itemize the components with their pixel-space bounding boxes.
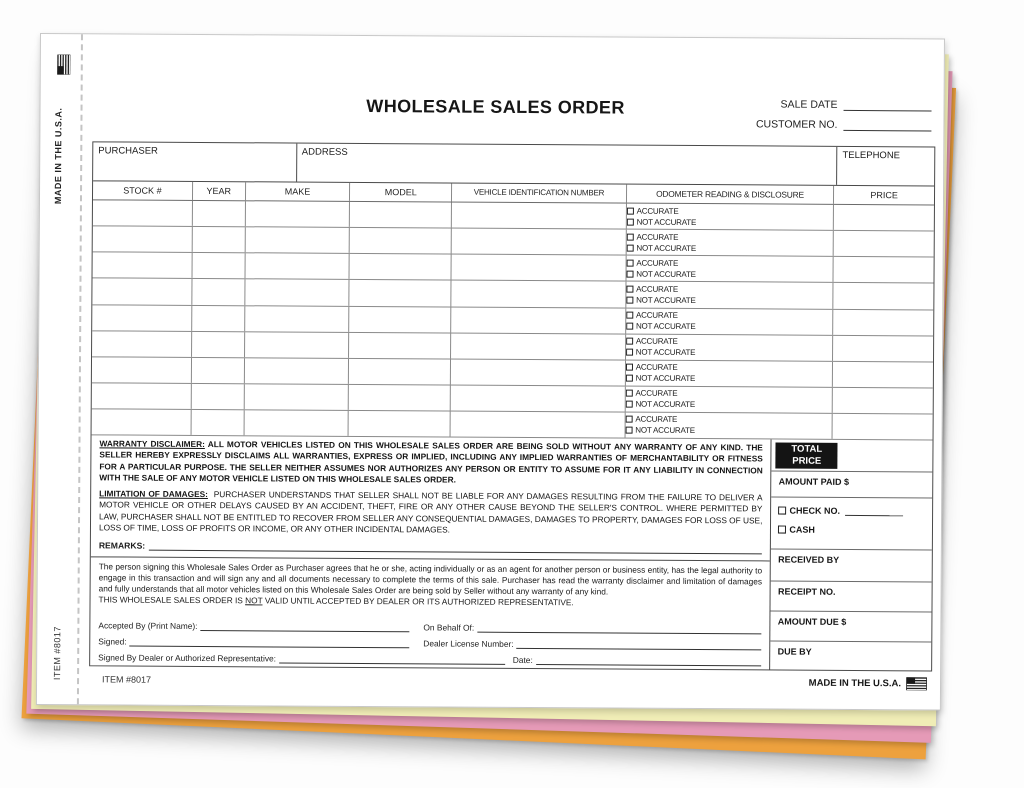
column-header: MAKE (246, 182, 351, 201)
year-cell[interactable] (192, 253, 245, 278)
stock-cell[interactable] (92, 305, 192, 331)
item-number-vertical-text: ITEM #8017 (52, 626, 63, 681)
due-by-cell[interactable] (771, 641, 932, 670)
stock-cell[interactable] (93, 253, 193, 279)
warranty-disclaimer-heading: WARRANTY DISCLAIMER: (99, 438, 205, 450)
odometer-cell (626, 308, 834, 334)
not-accurate-checkbox[interactable] (626, 270, 633, 277)
perforation-line (77, 34, 83, 704)
check-no-label: CHECK NO. (789, 505, 841, 516)
vin-cell[interactable] (451, 281, 626, 307)
odometer-option-label: ACCURATE (635, 389, 678, 399)
odometer-option-label: NOT ACCURATE (636, 295, 696, 305)
odometer-cell (626, 282, 834, 308)
address-label: ADDRESS (301, 146, 348, 158)
stock-cell[interactable] (93, 227, 193, 253)
make-cell[interactable] (245, 254, 350, 280)
footer-made-in-usa-label: MADE IN THE U.S.A. (808, 677, 902, 690)
make-cell[interactable] (245, 228, 350, 254)
price-cell[interactable] (834, 231, 934, 257)
total-price-label: TOTAL PRICE (776, 443, 838, 469)
model-cell[interactable] (349, 359, 451, 385)
vin-cell[interactable] (451, 385, 626, 411)
make-cell[interactable] (244, 410, 349, 436)
check-checkbox[interactable] (778, 507, 786, 515)
column-header: MODEL (350, 183, 452, 202)
make-cell[interactable] (245, 201, 350, 227)
year-cell[interactable] (191, 410, 244, 435)
price-cell[interactable] (833, 414, 933, 440)
address-field[interactable] (297, 144, 838, 185)
limitation-of-damages-paragraph: LIMITATION OF DAMAGES: PURCHASER UNDERSTANDS THAT SELLER SHALL NOT BE LIABLE FOR ANY DAMAGES RESULTING FROM THE FAILURE TO DELIVER A MOTOR VEHICLE OR OTHER DELAYS CAUSED BY AN ACCIDENT, THEFT, FIRE OR ANY OTHER CAUSE BEYOND THE SELLER'S CONTROL. WHERE PERMITTED BY LAW, PURCHASER SHALL NOT BE ENTITLED TO RECOVER FROM SELLER ANY CONSEQUENTIAL DAMAGES, DAMAGES TO PROPERTY, DAMAGES FOR LOSS OF USE, LOSS OF TIME, LOSS OF PROFITS OR INCOME, OR ANY OTHER INCIDENTAL DAMAGES. (98, 488, 763, 535)
cash-checkbox[interactable] (778, 526, 786, 534)
odometer-option-label: NOT ACCURATE (635, 347, 696, 358)
amount-due-label: AMOUNT DUE $ (777, 616, 847, 627)
accepted-by-label: Accepted By (Print Name): (98, 620, 198, 631)
odometer-option-label: NOT ACCURATE (635, 373, 696, 384)
not-accurate-checkbox[interactable] (626, 323, 633, 330)
accurate-checkbox[interactable] (625, 416, 632, 423)
model-cell[interactable] (349, 333, 451, 359)
year-cell[interactable] (192, 358, 245, 383)
year-cell[interactable] (193, 201, 246, 226)
agreement-paragraph: The person signing this Wholesale Sales Order as Purchaser agrees that he or she, acting individually or as an agent for another person or business entity, has the legal authority to engage in this transaction and will sign any and all documents necessary to complete the terms of this sale. Purchaser has read the warranty disclaimer and limitation of damages and fully understands that all motor vehicles listed on this Wholesale Sales Order are being sold by Seller without any warranty of any kind. (98, 561, 763, 597)
model-cell[interactable] (349, 411, 451, 437)
price-cell[interactable] (833, 388, 933, 414)
accurate-checkbox[interactable] (626, 338, 633, 345)
telephone-label: TELEPHONE (842, 149, 901, 162)
model-cell[interactable] (349, 385, 451, 411)
on-behalf-of-blank[interactable] (477, 624, 762, 635)
agreement-section (90, 556, 770, 669)
odometer-option-label: NOT ACCURATE (636, 217, 697, 227)
signed-by-dealer-blank[interactable] (279, 654, 505, 664)
column-header: ODOMETER READING & DISCLOSURE (627, 184, 835, 204)
usa-flag-icon (57, 55, 70, 75)
column-header: STOCK # (93, 181, 193, 200)
remarks-label: REMARKS: (98, 540, 146, 552)
purchaser-row (93, 142, 934, 186)
accurate-checkbox[interactable] (626, 259, 633, 266)
receipt-no-label: RECEIPT NO. (777, 586, 836, 597)
odometer-cell (625, 412, 833, 438)
not-accurate-checkbox[interactable] (626, 297, 633, 304)
odometer-option-label: ACCURATE (636, 284, 679, 294)
odometer-option-label: NOT ACCURATE (636, 269, 696, 279)
total-price-cell[interactable] (772, 439, 933, 472)
price-cell[interactable] (834, 283, 934, 309)
date-label: Date: (512, 654, 533, 666)
price-cell[interactable] (833, 309, 933, 335)
year-cell[interactable] (192, 332, 245, 357)
stock-cell[interactable] (92, 331, 192, 357)
odometer-option-label: ACCURATE (635, 415, 678, 425)
not-accurate-checkbox[interactable] (626, 349, 633, 356)
not-valid-line: THIS WHOLESALE SALES ORDER IS NOT VALID UNTIL ACCEPTED BY DEALER OR ITS AUTHORIZED REPRESENTATIVE. (98, 594, 574, 608)
vin-cell[interactable] (452, 255, 627, 281)
odometer-option-label: ACCURATE (636, 206, 679, 216)
odometer-option-label: NOT ACCURATE (635, 321, 696, 332)
dealer-license-label: Dealer License Number: (423, 638, 514, 649)
odometer-option-label: ACCURATE (636, 232, 679, 242)
signed-blank[interactable] (130, 638, 410, 649)
payment-column (770, 439, 933, 670)
accurate-checkbox[interactable] (626, 364, 633, 371)
remarks-blank[interactable] (149, 541, 762, 555)
table-body (92, 200, 934, 440)
stock-cell[interactable] (92, 409, 192, 435)
odometer-cell (626, 256, 834, 282)
not-accurate-checkbox[interactable] (625, 427, 632, 434)
year-cell[interactable] (191, 384, 244, 409)
telephone-field[interactable] (837, 147, 934, 185)
not-accurate-checkbox[interactable] (626, 375, 633, 382)
due-by-label: DUE BY (777, 646, 812, 657)
received-by-cell[interactable] (771, 549, 932, 582)
odometer-cell (625, 386, 833, 412)
model-cell[interactable] (350, 228, 452, 254)
not-accurate-checkbox[interactable] (625, 401, 632, 408)
stock-cell[interactable] (92, 279, 192, 305)
accurate-checkbox[interactable] (626, 286, 633, 293)
odometer-option-label: ACCURATE (635, 310, 678, 320)
check-no-blank[interactable] (845, 506, 903, 515)
signed-by-dealer-label: Signed By Dealer or Authorized Representative: (98, 652, 277, 664)
odometer-option-label: NOT ACCURATE (635, 400, 696, 410)
vin-cell[interactable] (451, 307, 626, 333)
model-cell[interactable] (350, 254, 452, 280)
column-header: VEHICLE IDENTIFICATION NUMBER (452, 183, 627, 202)
vin-cell[interactable] (452, 203, 627, 229)
stock-cell[interactable] (92, 383, 192, 409)
accurate-checkbox[interactable] (626, 233, 633, 240)
odometer-option-label: NOT ACCURATE (635, 426, 695, 436)
odometer-cell (626, 334, 834, 360)
form-grid (89, 141, 935, 671)
amount-paid-cell[interactable] (772, 471, 933, 498)
vin-cell[interactable] (451, 359, 626, 385)
vin-cell[interactable] (452, 229, 627, 255)
customer-no-blank[interactable] (843, 119, 931, 132)
not-accurate-checkbox[interactable] (627, 218, 634, 225)
accurate-checkbox[interactable] (627, 207, 634, 214)
column-header: YEAR (193, 182, 246, 201)
year-cell[interactable] (192, 227, 245, 252)
column-header: PRICE (870, 190, 898, 201)
price-cell[interactable] (834, 205, 934, 231)
footer-item-number: ITEM #8017 (102, 674, 152, 685)
made-in-usa-vertical-text: MADE IN THE U.S.A. (52, 107, 64, 205)
received-by-label: RECEIVED BY (778, 554, 840, 565)
year-cell[interactable] (192, 279, 245, 304)
odometer-option-label: NOT ACCURATE (636, 243, 697, 253)
receipt-no-cell[interactable] (771, 581, 932, 612)
sale-date-label: SALE DATE (780, 98, 838, 111)
accepted-by-blank[interactable] (200, 622, 409, 632)
accurate-checkbox[interactable] (626, 312, 633, 319)
dealer-license-blank[interactable] (517, 640, 762, 650)
odometer-cell (627, 204, 835, 230)
model-cell[interactable] (350, 202, 452, 228)
signed-label: Signed: (98, 636, 127, 647)
amount-paid-label: AMOUNT PAID $ (778, 476, 850, 487)
price-cell[interactable] (833, 335, 933, 361)
odometer-cell (626, 230, 834, 256)
sale-date-blank[interactable] (844, 99, 932, 112)
cash-label: CASH (789, 524, 815, 535)
stock-cell[interactable] (92, 357, 192, 383)
odometer-option-label: ACCURATE (635, 336, 678, 347)
make-cell[interactable] (245, 332, 350, 358)
wholesale-sales-order-form (36, 33, 945, 711)
form-title: WHOLESALE SALES ORDER (366, 95, 625, 118)
model-cell[interactable] (350, 306, 452, 332)
warranty-disclaimer-paragraph: WARRANTY DISCLAIMER: ALL MOTOR VEHICLES LISTED ON THIS WHOLESALE SALES ORDER ARE BEING SOLD WITHOUT ANY WARRANTY OF ANY KIND. THE SELLER HEREBY EXPRESSLY DISCLAIMS ALL WARRANTIES, EXPRESS OR IMPLIED, INCLUDING ANY IMPLIED WARRANTIES OF MERCHANTABILITY OR FITNESS FOR A PARTICULAR PURPOSE. THE SELLER NEITHER ASSUMES NOR AUTHORIZES ANY PERSON OR ENTITY TO ASSUME FOR IT ANY LIABILITY IN CONNECTION WITH THE SALE OF ANY MOTOR VEHICLE LISTED ON THIS WHOLESALE SALES ORDER. (99, 438, 763, 485)
vin-cell[interactable] (451, 411, 626, 437)
make-cell[interactable] (244, 384, 349, 410)
odometer-option-label: ACCURATE (635, 362, 678, 373)
price-cell[interactable] (834, 257, 934, 283)
model-cell[interactable] (350, 280, 452, 306)
odometer-option-label: ACCURATE (636, 258, 679, 268)
purchaser-field[interactable] (93, 142, 297, 181)
accurate-checkbox[interactable] (626, 390, 633, 397)
odometer-cell (626, 360, 834, 386)
year-cell[interactable] (192, 305, 245, 330)
limitation-heading: LIMITATION OF DAMAGES: (99, 488, 208, 500)
make-cell[interactable] (245, 358, 350, 384)
customer-no-label: CUSTOMER NO. (755, 118, 838, 131)
amount-due-cell[interactable] (771, 611, 932, 642)
usa-flag-icon (906, 677, 927, 690)
payment-method-cell (771, 497, 932, 550)
on-behalf-of-label: On Behalf Of: (423, 622, 475, 633)
make-cell[interactable] (245, 306, 350, 332)
vin-cell[interactable] (451, 333, 626, 359)
make-cell[interactable] (245, 280, 350, 306)
stock-cell[interactable] (93, 200, 193, 226)
date-blank[interactable] (536, 656, 762, 666)
price-cell[interactable] (833, 362, 933, 388)
not-accurate-checkbox[interactable] (626, 244, 633, 251)
purchaser-label: PURCHASER (98, 145, 158, 157)
lower-section (90, 435, 932, 670)
